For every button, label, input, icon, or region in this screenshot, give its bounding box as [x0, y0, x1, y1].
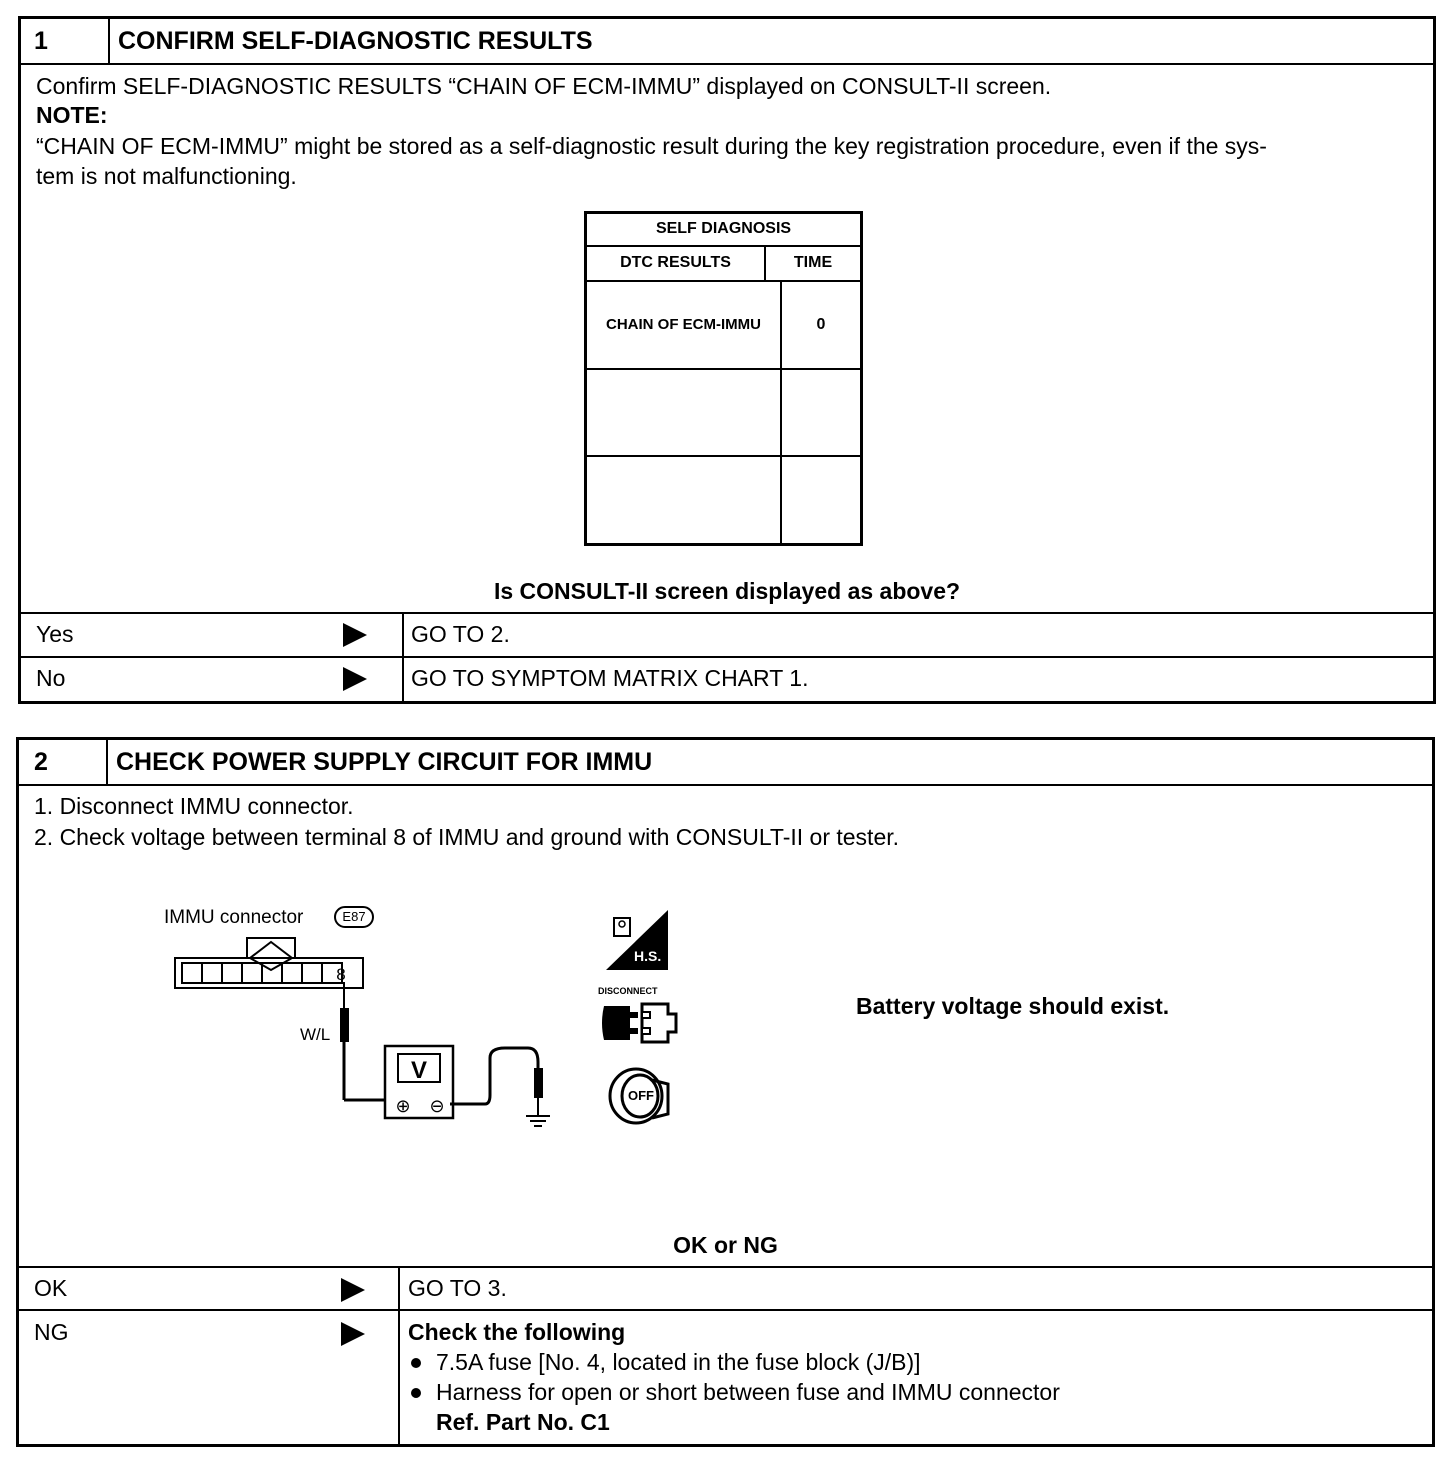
step1-number: 1 [34, 27, 48, 55]
step2-ng-label: NG [34, 1319, 69, 1345]
step2-ng-item-2: Harness for open or short between fuse and IMMU connector [436, 1379, 1060, 1405]
step1-answers-mid [18, 656, 1436, 658]
step1-instruction: Confirm SELF-DIAGNOSTIC RESULTS “CHAIN OF ECM-IMMU” displayed on CONSULT-II screen. [36, 73, 1052, 99]
connector-code-badge [334, 906, 374, 928]
ignition-off-icon [606, 1066, 674, 1128]
step2-ng-ref: Ref. Part No. C1 [436, 1409, 610, 1435]
step2-answers-mid [16, 1309, 1435, 1311]
step2-number-divider [106, 737, 108, 785]
step2-question: OK or NG [673, 1232, 778, 1258]
yes-arrow-icon [343, 623, 367, 647]
sd-row1-divider [587, 368, 860, 370]
step2-ng-item-1: 7.5A fuse [No. 4, located in the fuse block (J/B)] [436, 1349, 921, 1375]
ignition-off-text: OFF [628, 1088, 654, 1103]
sd-row1-time: 0 [816, 316, 826, 333]
step2-ok-action: GO TO 3. [408, 1275, 507, 1301]
self-diagnosis-screen [584, 211, 863, 546]
step2-ng-heading: Check the following [408, 1319, 626, 1345]
harness-sensor-icon [606, 910, 668, 970]
sd-col-time: TIME [793, 254, 833, 271]
step1-header-divider [18, 63, 1436, 65]
step1-note-line2: tem is not malfunctioning. [36, 163, 297, 189]
step1-note-label: NOTE: [36, 102, 108, 128]
sd-col-dtc-results: DTC RESULTS [620, 254, 731, 271]
terminal-number: 8 [336, 965, 346, 984]
step2-answers-top [16, 1266, 1435, 1268]
wiring-diagram [160, 930, 580, 1140]
wire-color-label: W/L [300, 1025, 331, 1044]
step1-title: CONFIRM SELF-DIAGNOSTIC RESULTS [118, 27, 593, 55]
voltmeter-symbol: V [410, 1057, 428, 1084]
sd-header-divider [587, 280, 860, 282]
harness-sensor-text: H.S. [634, 948, 662, 964]
connector-label: IMMU connector [164, 907, 304, 928]
sd-row2-divider [587, 455, 860, 457]
meter-minus: ⊖ [429, 1096, 445, 1117]
sd-title-divider [587, 245, 860, 247]
step1-answer-no-action: GO TO SYMPTOM MATRIX CHART 1. [411, 665, 809, 691]
step2-header-divider [16, 784, 1435, 786]
ok-arrow-icon [341, 1278, 365, 1302]
step2-number: 2 [34, 748, 48, 776]
step1-number-divider [108, 16, 110, 64]
step1-note-line1: “CHAIN OF ECM-IMMU” might be stored as a self-diagnostic result during the key registration procedure, even if the sys- [36, 133, 1267, 159]
step1-answer-yes-action: GO TO 2. [411, 621, 510, 647]
step2-spec: Battery voltage should exist. [856, 993, 1170, 1019]
step1-question: Is CONSULT-II screen displayed as above? [493, 578, 961, 604]
disconnect-text: DISCONNECT [598, 986, 658, 996]
disconnect-icon [598, 986, 682, 1048]
step2-ok-label: OK [34, 1275, 68, 1301]
no-arrow-icon [343, 667, 367, 691]
step2-instruction-2: 2. Check voltage between terminal 8 of IMMU and ground with CONSULT-II or tester. [34, 824, 900, 850]
ng-arrow-icon [341, 1322, 365, 1346]
sd-row1-result: CHAIN OF ECM-IMMU [606, 316, 761, 333]
sd-title: SELF DIAGNOSIS [655, 220, 792, 237]
bullet-icon [411, 1388, 421, 1398]
bullet-icon [411, 1358, 421, 1368]
step1-answers-top [18, 612, 1436, 614]
connector-code: E87 [342, 909, 366, 924]
step2-instruction-1: 1. Disconnect IMMU connector. [34, 793, 354, 819]
step1-answer-no-label: No [36, 665, 66, 691]
step2-title: CHECK POWER SUPPLY CIRCUIT FOR IMMU [116, 748, 653, 776]
step1-answers-col-divider [402, 612, 404, 702]
step2-answers-col-divider [398, 1266, 400, 1446]
meter-plus: ⊕ [395, 1096, 411, 1117]
step1-answer-yes-label: Yes [36, 621, 74, 647]
